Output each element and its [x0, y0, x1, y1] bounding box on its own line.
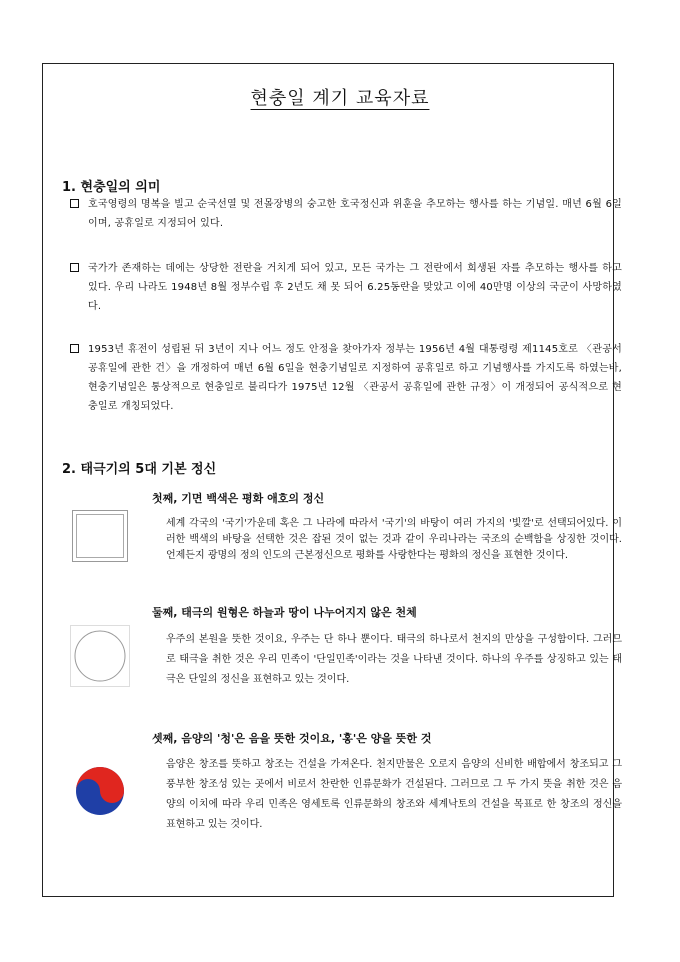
- subsection3-heading: 셋째, 음양의 '청'은 음을 뜻한 것이요, '홍'은 양을 뜻한 것: [152, 732, 432, 745]
- white-field-icon: [72, 510, 128, 562]
- checkbox-square-icon: [70, 263, 79, 272]
- checkbox-square-icon: [70, 199, 79, 208]
- subsection2-heading: 둘째, 태극의 원형은 하늘과 땅이 나누어지지 않은 천체: [152, 606, 417, 619]
- checkbox-square-icon: [70, 344, 79, 353]
- item-text: 국가가 존재하는 데에는 상당한 전란을 거치게 되어 있고, 모든 국가는 그 전란에서 희생된 자를 추모하는 행사를 하고 있다. 우리 나라도 1948년 8월 정부수립 후 2년도 채 못 되어 6.25동란을 맞았고 이에 40만명 이상의 국군이 사망하였다.: [88, 263, 622, 312]
- section2-heading: 2. 태극기의 5대 기본 정신: [62, 462, 217, 477]
- subsection1-heading: 첫째, 기면 백색은 평화 애호의 정신: [152, 492, 325, 505]
- section1-heading: 1. 현충일의 의미: [62, 180, 161, 195]
- list-item: [70, 259, 622, 316]
- taegeuk-icon: [74, 765, 126, 817]
- list-item: [70, 340, 622, 416]
- subsection3-text: 음양은 창조를 뜻하고 창조는 건설을 가져온다. 천지만물은 오로지 음양의 신비한 배합에서 창조되고 그 풍부한 창조성 있는 곳에서 비로서 찬란한 인류문화가 건설된다. 그러므로 그 두 가지 뜻을 취한 것은 음양의 이치에 따라 우리 민족은 영세토록 인류문화의 창조와 세계낙토의 건설을 목표로 한 창조의 정신을 표현하고 있는 것이다.: [166, 759, 622, 830]
- circle-icon: [70, 625, 130, 687]
- item-text: 1953년 휴전이 성립된 뒤 3년이 지나 어느 정도 안정을 찾아가자 정부는 1956년 4월 대통령령 제1145호로 〈관공서 공휴일에 관한 건〉을 개정하여 매년 6월 6일을 현충기념일로 지정하여 공휴일로 하고 기념행사를 가지도록 하였는바, 현충기념일은 통상적으로 현충일로 불리다가 1975년 12월 〈관공서 공휴일에 관한 규정〉이 개정되어 공식적으로 현충일로 개칭되었다.: [88, 344, 622, 412]
- list-item: [70, 195, 622, 233]
- item-text: 호국영령의 명복을 빌고 순국선열 및 전몰장병의 숭고한 호국정신과 위훈을 추모하는 행사를 하는 기념일. 매년 6월 6일이며, 공휴일로 지정되어 있다.: [88, 199, 622, 229]
- subsection2-text: 우주의 본원을 뜻한 것이요, 우주는 단 하나 뿐이다. 태극의 하나로서 천지의 만상을 구성함이다. 그러므로 태극을 취한 것은 우리 민족이 '단일민족'이라는 것을 나타낸 것이다. 하나의 우주를 상징하고 있는 태극은 단일의 정신을 표현하고 있는 것이다.: [166, 634, 622, 685]
- page-title: 현충일 계기 교육자료: [250, 88, 430, 109]
- subsection1-text: 세계 각국의 '국기'가운데 혹은 그 나라에 따라서 '국기'의 바탕이 여러 가지의 '빛깔'로 선택되어있다. 이러한 백색의 바탕을 선택한 것은 잡된 것이 없는 것과 같이 우리나라는 국조의 순백함을 상징한 것이다. 언제든지 광명의 정의 인도의 근본정신으로 평화를 사랑한다는 평화의 정신을 표현한 것이다.: [166, 518, 622, 561]
